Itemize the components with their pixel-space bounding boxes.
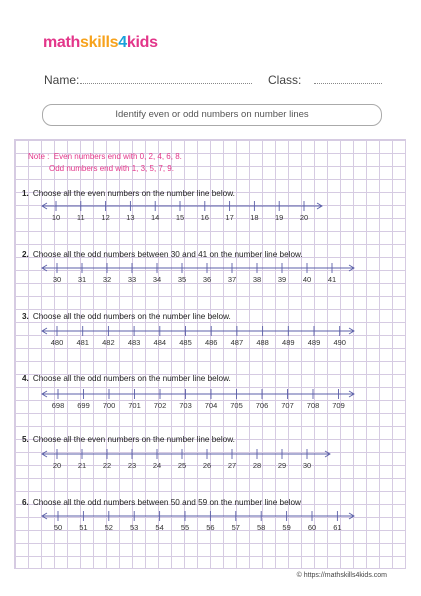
tick-label: 18: [250, 213, 259, 222]
tick-label: 16: [200, 213, 209, 222]
tick-label: 30: [52, 275, 62, 284]
tick-label: 59: [282, 523, 291, 532]
tick-label: 13: [126, 213, 135, 222]
tick-label: 17: [225, 213, 234, 222]
question-number: 3.: [22, 312, 29, 321]
tick-label: 698: [51, 401, 65, 410]
tick-label: 14: [151, 213, 160, 222]
tick-label: 57: [231, 523, 240, 532]
question-number: 4.: [22, 374, 29, 383]
tick-label: 10: [51, 213, 61, 222]
tick-label: 480: [50, 338, 64, 347]
tick-label: 22: [102, 461, 112, 470]
tick-label: 38: [252, 275, 262, 284]
tick-label: 27: [227, 461, 237, 470]
question-number: 2.: [22, 250, 29, 259]
tick-label: 41: [327, 275, 337, 284]
tick-label: 707: [281, 401, 294, 410]
class-line[interactable]: [314, 83, 382, 84]
tick-label: 25: [177, 461, 187, 470]
tick-label: 23: [127, 461, 137, 470]
tick-label: 50: [53, 523, 63, 532]
note-label: Note :: [28, 152, 50, 161]
question-text: Choose all the even numbers on the number line below.: [32, 189, 235, 198]
tick-label: 485: [179, 338, 192, 347]
tick-label: 52: [104, 523, 113, 532]
tick-label: 26: [202, 461, 212, 470]
tick-label: 12: [101, 213, 110, 222]
tick-label: 29: [277, 461, 287, 470]
question-number: 6.: [22, 498, 29, 507]
tick-label: 482: [102, 338, 115, 347]
tick-label: 701: [128, 401, 141, 410]
tick-label: 36: [202, 275, 212, 284]
tick-label: 54: [155, 523, 164, 532]
tick-label: 39: [277, 275, 287, 284]
tick-label: 704: [204, 401, 218, 410]
question-2: [22, 250, 303, 259]
tick-label: 55: [180, 523, 190, 532]
question-number: 5.: [22, 435, 29, 444]
tick-label: 20: [299, 213, 309, 222]
tick-label: 15: [175, 213, 185, 222]
tick-label: 31: [77, 275, 87, 284]
tick-label: 489: [307, 338, 321, 347]
tick-label: 699: [77, 401, 90, 410]
tick-label: 40: [302, 275, 312, 284]
tick-label: 53: [130, 523, 139, 532]
tick-label: 19: [275, 213, 284, 222]
name-line[interactable]: [80, 83, 252, 84]
tick-label: 706: [255, 401, 269, 410]
footer-url: © https://mathskills4kids.com: [296, 572, 387, 579]
question-1: [22, 189, 235, 198]
tick-label: 28: [252, 461, 262, 470]
tick-label: 705: [230, 401, 243, 410]
tick-label: 486: [204, 338, 218, 347]
question-text: Choose all the odd numbers between 50 and 59 on the number line below: [32, 498, 301, 507]
note-even: Even numbers end with 0, 2, 4, 6, 8.: [53, 152, 182, 161]
tick-label: 34: [152, 275, 162, 284]
note-box: [28, 151, 182, 175]
tick-label: 484: [153, 338, 167, 347]
tick-label: 58: [257, 523, 266, 532]
tick-label: 709: [332, 401, 345, 410]
tick-label: 708: [306, 401, 320, 410]
tick-label: 20: [52, 461, 62, 470]
question-number: 1.: [22, 189, 29, 198]
tick-label: 30: [302, 461, 312, 470]
tick-label: 37: [227, 275, 237, 284]
site-logo: mathskills4kids: [43, 34, 158, 51]
tick-label: 24: [152, 461, 162, 470]
question-6: [22, 498, 301, 507]
tick-label: 488: [256, 338, 269, 347]
tick-label: 702: [153, 401, 167, 410]
worksheet-title: Identify even or odd numbers on number lines: [42, 104, 382, 126]
tick-label: 56: [206, 523, 215, 532]
tick-label: 21: [77, 461, 87, 470]
question-text: Choose all the odd numbers on the number line below.: [32, 312, 231, 321]
question-4: [22, 374, 231, 383]
tick-label: 490: [333, 338, 346, 347]
tick-label: 11: [76, 213, 85, 222]
tick-label: 700: [102, 401, 116, 410]
tick-label: 35: [177, 275, 187, 284]
question-text: Choose all the odd numbers between 30 and 41 on the number line below.: [32, 250, 303, 259]
tick-label: 483: [127, 338, 141, 347]
note-odd: Odd numbers end with 1, 3, 5, 7, 9.: [49, 164, 174, 173]
tick-label: 60: [307, 523, 317, 532]
question-text: Choose all the even numbers on the number line below.: [32, 435, 235, 444]
tick-label: 703: [179, 401, 192, 410]
question-3: [22, 312, 231, 321]
question-5: [22, 435, 235, 444]
tick-label: 33: [127, 275, 137, 284]
question-text: Choose all the odd numbers on the number line below.: [32, 374, 231, 383]
tick-label: 61: [333, 523, 342, 532]
tick-label: 487: [230, 338, 244, 347]
tick-label: 32: [102, 275, 112, 284]
tick-label: 481: [76, 338, 89, 347]
tick-label: 51: [79, 523, 88, 532]
class-label: Class:: [268, 73, 302, 87]
tick-label: 489: [282, 338, 295, 347]
name-label: Name:: [44, 73, 80, 87]
